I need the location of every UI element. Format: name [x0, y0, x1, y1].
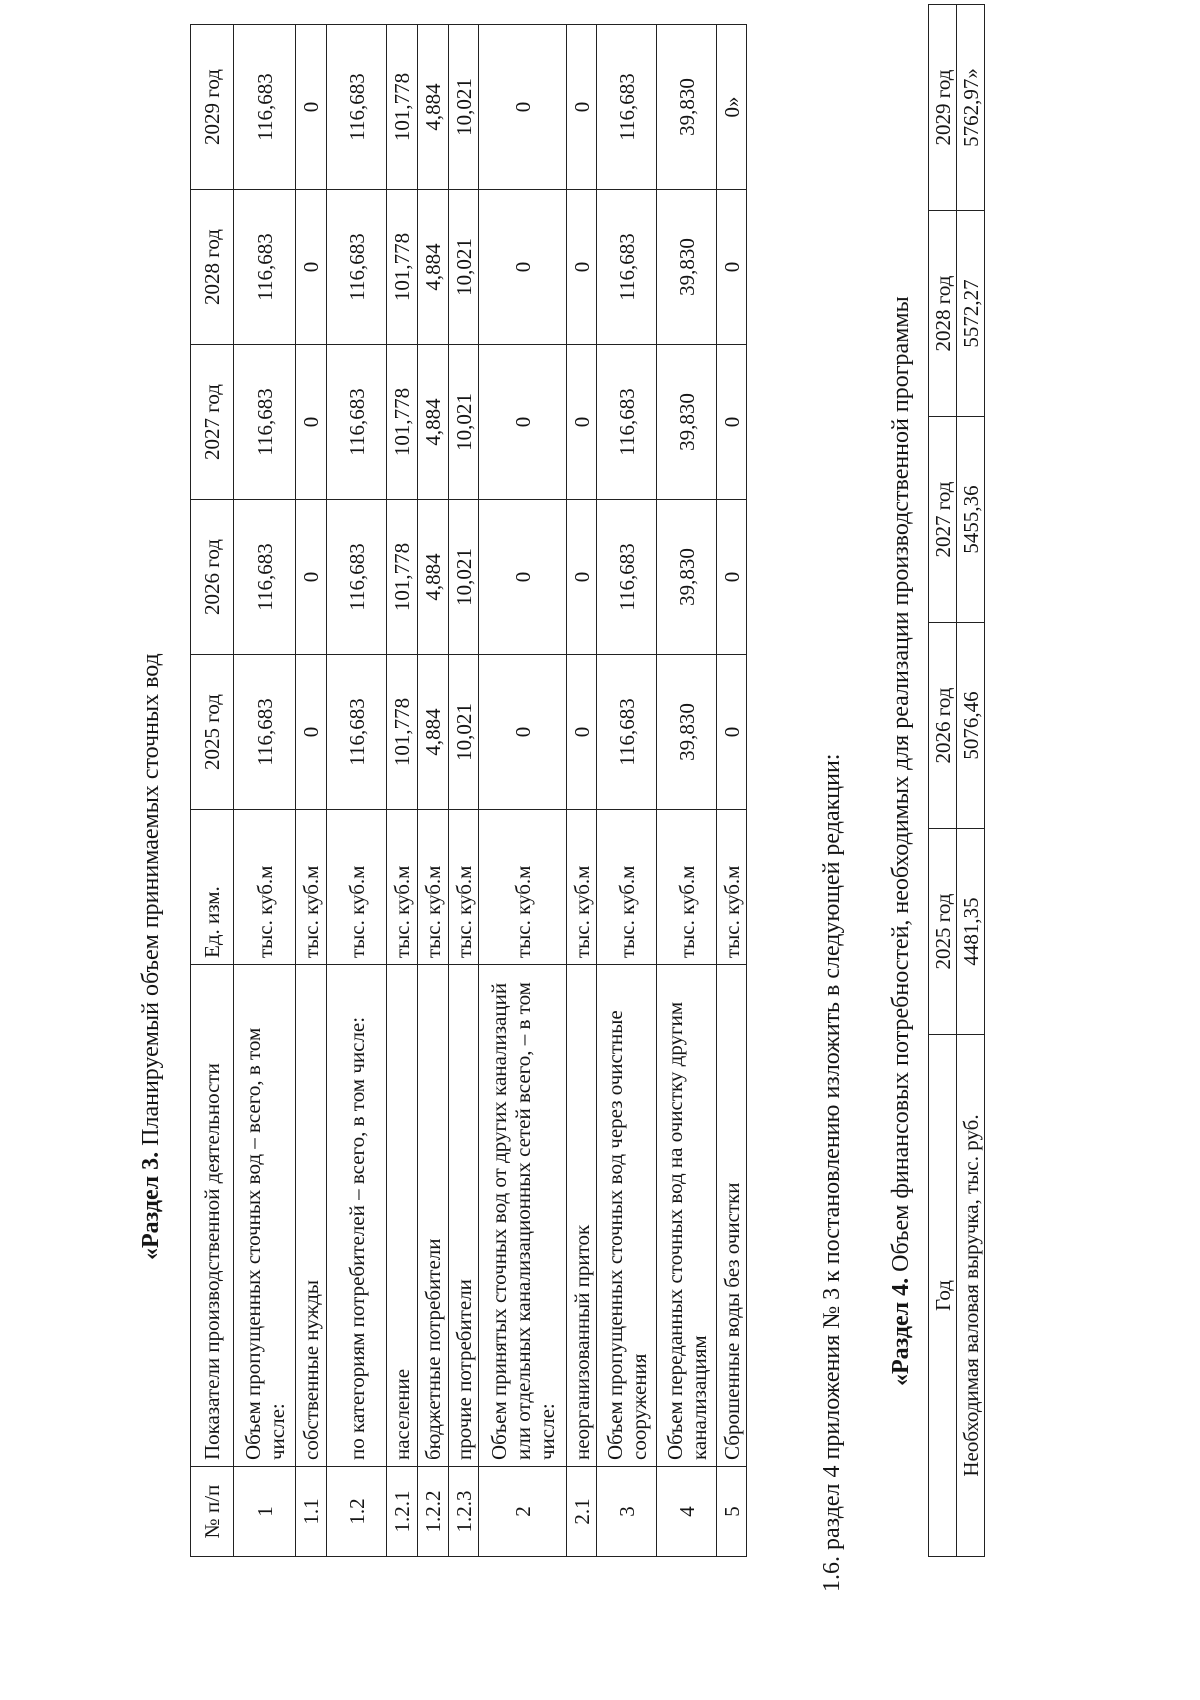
table-row	[418, 25, 449, 1557]
row-indicator-name: Объем пропущенных сточных вод – всего, в том числе:	[234, 965, 296, 1467]
cell-value: 116,683	[597, 655, 657, 810]
row-number: 1.1	[296, 1467, 327, 1557]
row-unit: тыс. куб.м	[567, 810, 597, 965]
row-number: 1.2	[327, 1467, 387, 1557]
cell-value: 39,830	[657, 25, 717, 190]
row-indicator-name: бюджетные потребители	[418, 965, 449, 1467]
cell-value: 0	[567, 655, 597, 810]
cell-value: 4,884	[418, 345, 449, 500]
row-unit: тыс. куб.м	[418, 810, 449, 965]
cell-value: 0	[479, 655, 567, 810]
col-header-2027: 2027 год	[929, 417, 957, 623]
cell-value: 101,778	[387, 345, 418, 500]
cell-value: 116,683	[327, 25, 387, 190]
cell-value: 4,884	[418, 25, 449, 190]
row-indicator-name: Сброшенные воды без очистки	[717, 965, 747, 1467]
row-number: 1.2.1	[387, 1467, 418, 1557]
col-header-2025: 2025 год	[929, 829, 957, 1035]
col-header-2026: 2026 год	[191, 500, 234, 655]
col-header-num: № п/п	[191, 1467, 234, 1557]
row-unit: тыс. куб.м	[479, 810, 567, 965]
cell-value: 116,683	[597, 190, 657, 345]
section4-heading-bold: «Раздел 4.	[888, 1277, 914, 1386]
col-header-2029: 2029 год	[191, 25, 234, 190]
row-number: 2	[479, 1467, 567, 1557]
col-header-year: Год	[929, 1035, 957, 1557]
cell-value: 116,683	[327, 190, 387, 345]
table-row	[717, 25, 747, 1557]
cell-value: 5762,97»	[957, 5, 985, 211]
cell-value: 39,830	[657, 345, 717, 500]
wastewater-volume-table	[190, 24, 747, 1557]
row-label-revenue: Необходимая валовая выручка, тыс. руб.	[957, 1035, 985, 1557]
col-header-unit: Ед. изм.	[191, 810, 234, 965]
col-header-2027: 2027 год	[191, 345, 234, 500]
cell-value: 5076,46	[957, 623, 985, 829]
cell-value: 0	[717, 500, 747, 655]
cell-value: 0	[296, 500, 327, 655]
col-header-2028: 2028 год	[929, 211, 957, 417]
cell-value: 10,021	[449, 345, 479, 500]
cell-value: 4,884	[418, 500, 449, 655]
cell-value: 0	[717, 655, 747, 810]
cell-value: 116,683	[327, 655, 387, 810]
table-row	[567, 25, 597, 1557]
cell-value: 0	[567, 500, 597, 655]
section3-heading-bold: «Раздел 3.	[138, 1151, 164, 1260]
section3-heading	[137, 653, 165, 1260]
table-row	[597, 25, 657, 1557]
table-row	[296, 25, 327, 1557]
table-row	[449, 25, 479, 1557]
row-indicator-name: по категориям потребителей – всего, в том числе:	[327, 965, 387, 1467]
row-indicator-name: Объем принятых сточных вод от других канализаций или отдельных канализационных сетей всего, – в том числе:	[479, 965, 567, 1467]
table-row	[657, 25, 717, 1557]
cell-value: 101,778	[387, 190, 418, 345]
row-indicator-name: неорганизованный приток	[567, 965, 597, 1467]
table-header-row	[929, 5, 957, 1557]
cell-value: 4481,35	[957, 829, 985, 1035]
cell-value: 0	[479, 25, 567, 190]
cell-value: 0	[567, 190, 597, 345]
cell-value: 10,021	[449, 190, 479, 345]
row-number: 2.1	[567, 1467, 597, 1557]
table-header-row	[191, 25, 234, 1557]
col-header-2026: 2026 год	[929, 623, 957, 829]
cell-value: 39,830	[657, 655, 717, 810]
cell-value: 5572,27	[957, 211, 985, 417]
row-indicator-name: Объем переданных сточных вод на очистку другим канализациям	[657, 965, 717, 1467]
row-unit: тыс. куб.м	[327, 810, 387, 965]
row-number: 5	[717, 1467, 747, 1557]
table-row	[327, 25, 387, 1557]
row-number: 1.2.2	[418, 1467, 449, 1557]
table-row	[957, 5, 985, 1557]
cell-value: 116,683	[597, 345, 657, 500]
cell-value: 0	[567, 25, 597, 190]
cell-value: 0	[296, 25, 327, 190]
cell-value: 101,778	[387, 655, 418, 810]
cell-value: 0	[717, 345, 747, 500]
cell-value: 116,683	[327, 345, 387, 500]
row-unit: тыс. куб.м	[296, 810, 327, 965]
cell-value: 0	[479, 190, 567, 345]
cell-value: 10,021	[449, 655, 479, 810]
row-unit: тыс. куб.м	[717, 810, 747, 965]
col-header-2025: 2025 год	[191, 655, 234, 810]
cell-value: 116,683	[234, 25, 296, 190]
row-number: 1.2.3	[449, 1467, 479, 1557]
cell-value: 10,021	[449, 500, 479, 655]
amendment-paragraph: 1.6. раздел 4 приложения № 3 к постановлению изложить в следующей редакции:	[819, 753, 845, 1592]
cell-value: 0»	[717, 25, 747, 190]
col-header-2028: 2028 год	[191, 190, 234, 345]
cell-value: 116,683	[327, 500, 387, 655]
row-unit: тыс. куб.м	[234, 810, 296, 965]
cell-value: 116,683	[234, 190, 296, 345]
cell-value: 39,830	[657, 190, 717, 345]
row-indicator-name: собственные нужды	[296, 965, 327, 1467]
cell-value: 116,683	[597, 500, 657, 655]
cell-value: 0	[296, 655, 327, 810]
table-row	[387, 25, 418, 1557]
cell-value: 4,884	[418, 190, 449, 345]
row-indicator-name: Объем пропущенных сточных вод через очистные сооружения	[597, 965, 657, 1467]
row-indicator-name: прочие потребители	[449, 965, 479, 1467]
cell-value: 116,683	[234, 345, 296, 500]
row-unit: тыс. куб.м	[597, 810, 657, 965]
row-number: 3	[597, 1467, 657, 1557]
col-header-indicator: Показатели производственной деятельности	[191, 965, 234, 1467]
cell-value: 0	[567, 345, 597, 500]
cell-value: 101,778	[387, 500, 418, 655]
section4-heading-text: Объем финансовых потребностей, необходимых для реализации производственной программы	[888, 296, 914, 1278]
table-body	[234, 25, 747, 1557]
row-unit: тыс. куб.м	[657, 810, 717, 965]
section4-heading	[887, 296, 915, 1386]
row-unit: тыс. куб.м	[449, 810, 479, 965]
cell-value: 4,884	[418, 655, 449, 810]
cell-value: 116,683	[234, 500, 296, 655]
cell-value: 10,021	[449, 25, 479, 190]
table-row	[234, 25, 296, 1557]
table-row	[479, 25, 567, 1557]
cell-value: 39,830	[657, 500, 717, 655]
cell-value: 116,683	[234, 655, 296, 810]
row-number: 1	[234, 1467, 296, 1557]
col-header-2029: 2029 год	[929, 5, 957, 211]
cell-value: 0	[717, 190, 747, 345]
section3-heading-text: Планируемый объем принимаемых сточных вод	[138, 653, 164, 1152]
cell-value: 0	[296, 190, 327, 345]
cell-value: 0	[296, 345, 327, 500]
financial-needs-table	[928, 4, 985, 1557]
row-unit: тыс. куб.м	[387, 810, 418, 965]
cell-value: 116,683	[597, 25, 657, 190]
cell-value: 101,778	[387, 25, 418, 190]
row-indicator-name: население	[387, 965, 418, 1467]
cell-value: 5455,36	[957, 417, 985, 623]
cell-value: 0	[479, 500, 567, 655]
row-number: 4	[657, 1467, 717, 1557]
cell-value: 0	[479, 345, 567, 500]
